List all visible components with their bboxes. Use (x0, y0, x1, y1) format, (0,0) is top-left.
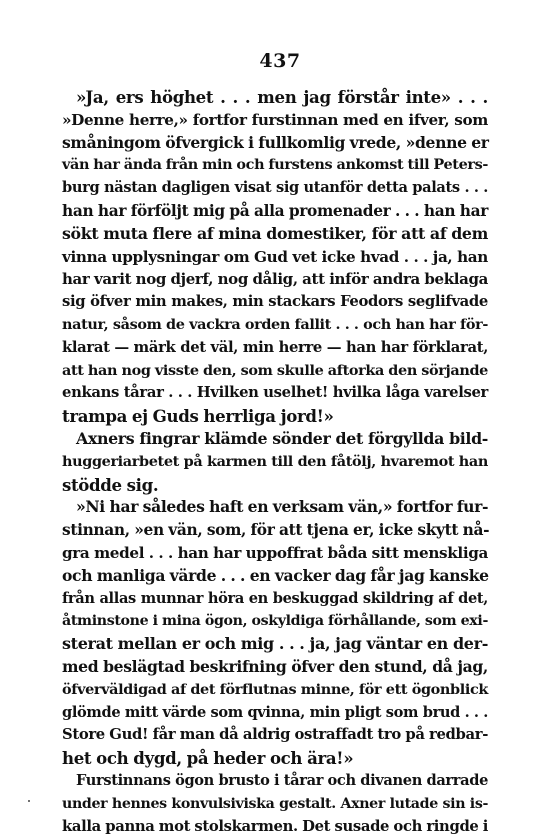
text-line: »Denne herre,» fortfor furstinnan med en ifver, som (62, 109, 488, 132)
text-line: från allas munnar höra en beskuggad skildring af det, (62, 588, 488, 611)
text-line: vinna upplysningar om Gud vet icke hvad . . . ja, han (62, 246, 488, 269)
text-line: Store Gud! får man då aldrig ostraffadt tro på redbar- (62, 724, 488, 747)
text-line: sig öfver min makes, min stackars Feodors seglifvade (62, 291, 488, 314)
text-line: »Ni har således haft en verksam vän,» fortfor fur- (62, 496, 488, 519)
text-line: vän har ända från min och furstens ankomst till Peters- (62, 154, 488, 177)
text-line: burg nästan dagligen visat sig utanför detta palats . . . (62, 177, 488, 200)
text-line: sterat mellan er och mig . . . ja, jag väntar en der- (62, 633, 488, 656)
text-line: Furstinnans ögon brusto i tårar och divanen darrade (62, 770, 488, 793)
text-line: natur, såsom de vackra orden fallit . . . och han har för- (62, 314, 488, 337)
text-line: Axners fingrar klämde sönder det förgyllda bild- (62, 428, 488, 451)
text-line: har varit nog djerf, nog dålig, att inför andra beklaga (62, 268, 488, 291)
text-line: »Ja, ers höghet . . . men jag förstår inte» . . . (62, 86, 488, 109)
text-line: stödde sig. (62, 474, 488, 497)
text-line: med beslägtad beskrifning öfver den stund, då jag, (62, 656, 488, 679)
text-line: och manliga värde . . . en vacker dag får jag kanske (62, 565, 488, 588)
body-text (62, 86, 488, 838)
text-line: att han nog visste den, som skulle aftorka den sörjande (62, 360, 488, 383)
page-number: 437 (0, 50, 560, 72)
text-line: glömde mitt värde som qvinna, min pligt som brud . . . (62, 702, 488, 725)
text-line: enkans tårar . . . Hvilken uselhet! hvilka låga varelser (62, 382, 488, 405)
text-line: gra medel . . . han har uppoffrat båda sitt menskliga (62, 542, 488, 565)
text-line: het och dygd, på heder och ära!» (62, 747, 488, 770)
text-line: öfverväldigad af det förflutnas minne, för ett ögonblick (62, 679, 488, 702)
text-line: han har förföljt mig på alla promenader . . . han har (62, 200, 488, 223)
text-line: åtminstone i mina ögon, oskyldiga förhållande, som exi- (62, 610, 488, 633)
text-line: sökt muta flere af mina domestiker, för att af dem (62, 223, 488, 246)
text-line: kalla panna mot stolskarmen. Det susade och ringde i (62, 816, 488, 838)
scan-speck (28, 800, 30, 802)
text-line: trampa ej Guds herrliga jord!» (62, 405, 488, 428)
text-line: klarat — märk det väl, min herre — han har förklarat, (62, 337, 488, 360)
text-line: huggeriarbetet på karmen till den fåtölj, hvaremot han (62, 451, 488, 474)
text-line: stinnan, »en vän, som, för att tjena er, icke skytt nå- (62, 519, 488, 542)
text-line: under hennes konvulsiviska gestalt. Axner lutade sin is- (62, 793, 488, 816)
text-line: småningom öfvergick i fullkomlig vrede, »denne er (62, 132, 488, 155)
